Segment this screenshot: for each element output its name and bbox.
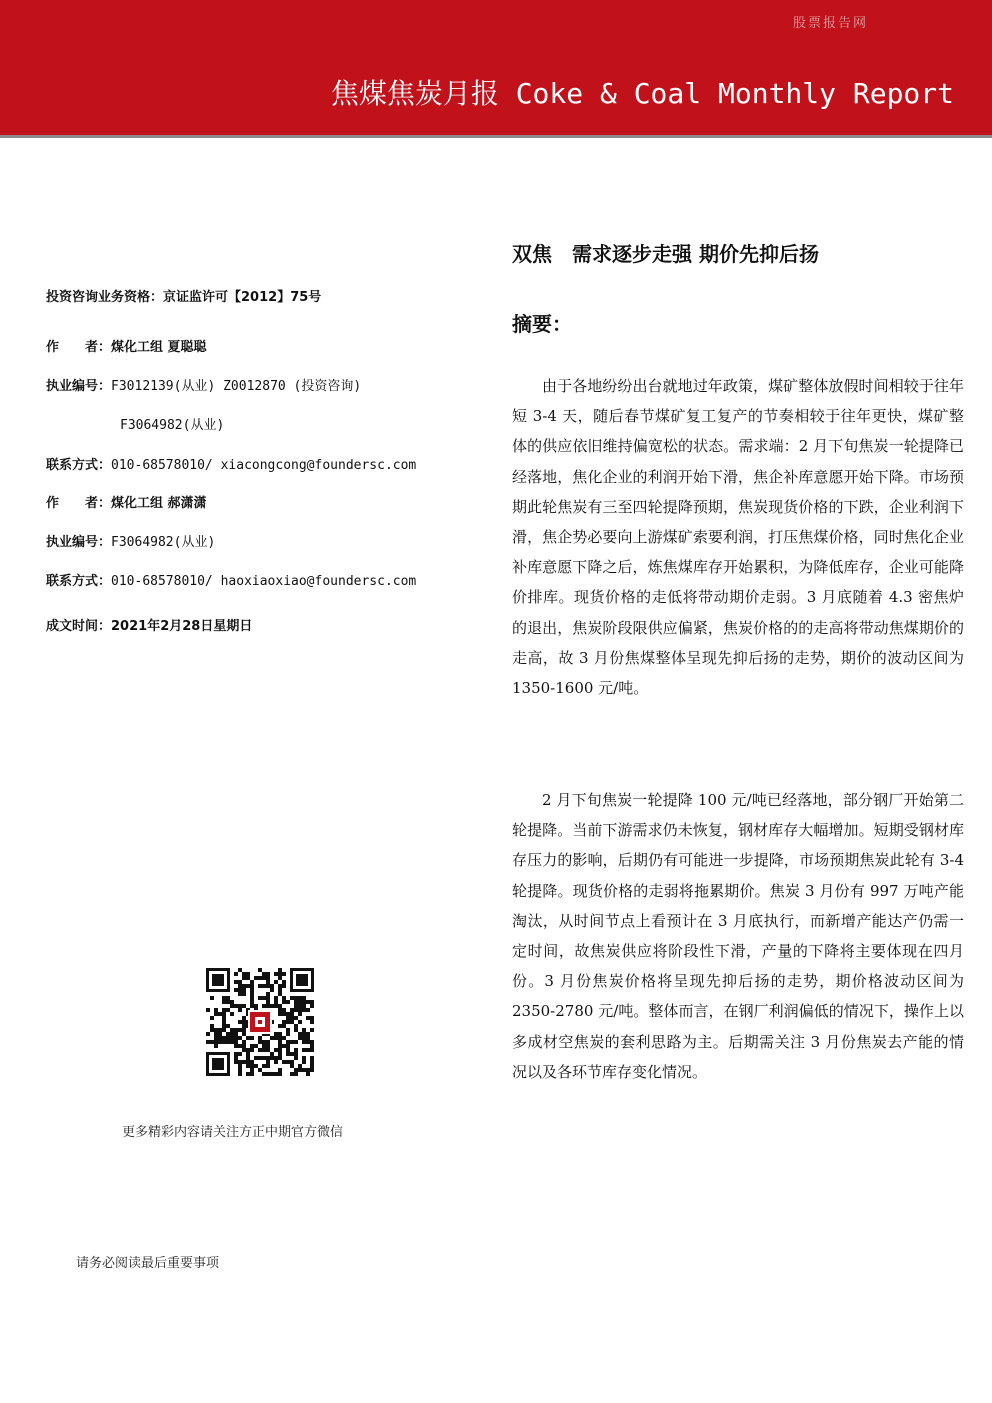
footer-disclaimer-note: 请务必阅读最后重要事项 [76, 1256, 220, 1271]
license1-label: 执业编号： [46, 379, 112, 394]
banner-divider [0, 135, 992, 138]
qualification-row [46, 286, 321, 305]
author2-value: 煤化工组 郝潇潇 [111, 496, 207, 511]
contact1-value: 010-68578010/ xiacongcong@foundersc.com [111, 458, 417, 473]
date-value: 2021年2月28日星期日 [111, 619, 253, 634]
author2-label: 作 者： [46, 496, 112, 511]
license1-value-line2: F3064982(从业) [120, 418, 225, 433]
license2-label: 执业编号： [46, 535, 112, 550]
author1-row [46, 336, 207, 355]
license1-value: F3012139(从业) Z0012870 (投资咨询) [111, 379, 362, 394]
license1-row2 [120, 414, 224, 433]
author1-label: 作 者： [46, 340, 112, 355]
qr-caption: 更多精彩内容请关注方正中期官方微信 [122, 1125, 344, 1140]
contact2-value: 010-68578010/ haoxiaoxiao@foundersc.com [111, 574, 417, 589]
author1-value: 煤化工组 夏聪聪 [111, 340, 207, 355]
contact1-label: 联系方式： [46, 458, 112, 473]
header-banner [0, 0, 992, 135]
contact2-label: 联系方式： [46, 574, 112, 589]
license1-row [46, 375, 361, 394]
abstract-label: 摘要： [512, 312, 572, 336]
license2-value: F3064982(从业) [111, 535, 216, 550]
abstract-paragraph-1: 由于各地纷纷出台就地过年政策，煤矿整体放假时间相较于往年短 3-4 天，随后春节煤矿复工复产的节奏相较于往年更快，煤矿整体的供应依旧维持偏宽松的状态。需求端：2 月下旬焦炭一轮提降已经落地，焦化企业的利润开始下滑，焦企补库意愿开始下降。市场预期此轮焦炭有三至四轮提降预期，焦炭现货价格的下跌，企业利润下滑，焦企势必要向上游煤矿索要利润，打压焦煤价格，同时焦化企业补库意愿下降之后，炼焦煤库存开始累积，为降低库存，企业可能降价排库。现货价格的走低将带动期价走弱。3 月底随着 4.3 密焦炉的退出，焦炭阶段限供应偏紧，焦炭价格的的走高将带动焦煤期价的走高，故 3 月份焦煤整体呈现先抑后扬的走势，期价的波动区间为 1350-1600 元/吨。 [512, 377, 964, 698]
qualification-value: 京证监许可【2012】75号 [163, 290, 322, 305]
report-title: 焦煤焦炭月报 Coke & Coal Monthly Report [330, 77, 954, 110]
abstract-paragraph-2: 2 月下旬焦炭一轮提降 100 元/吨已经落地，部分钢厂开始第二轮提降。当前下游需求仍未恢复，钢材库存大幅增加。短期受钢材库存压力的影响，后期仍有可能进一步提降，市场预期焦炭此轮有 3-4 轮提降。现货价格的走弱将拖累期价。焦炭 3 月份有 997 万吨产能淘汰，从时间节点上看预计在 3 月底执行，而新增产能达产仍需一定时间，故焦炭供应将阶段性下滑，产量的下降将主要体现在四月份。3 月份焦炭价格将呈现先抑后扬的走势，期价格波动区间为 2350-2780 元/吨。整体而言，在钢厂利润偏低的情况下，操作上以多成材空焦炭的套利思路为主。后期需关注 3 月份焦炭去产能的情况以及各环节库存变化情况。 [512, 791, 964, 1081]
report-headline: 双焦 需求逐步走强 期价先抑后扬 [512, 242, 819, 266]
date-row [46, 615, 252, 634]
contact2-row [46, 570, 416, 589]
license2-row [46, 531, 215, 550]
qualification-label: 投资咨询业务资格： [46, 290, 164, 305]
contact1-row [46, 454, 416, 473]
watermark: 股票报告网 [792, 16, 868, 31]
date-label: 成文时间： [46, 619, 112, 634]
qr-code-image [204, 966, 316, 1078]
author2-row [46, 492, 207, 511]
